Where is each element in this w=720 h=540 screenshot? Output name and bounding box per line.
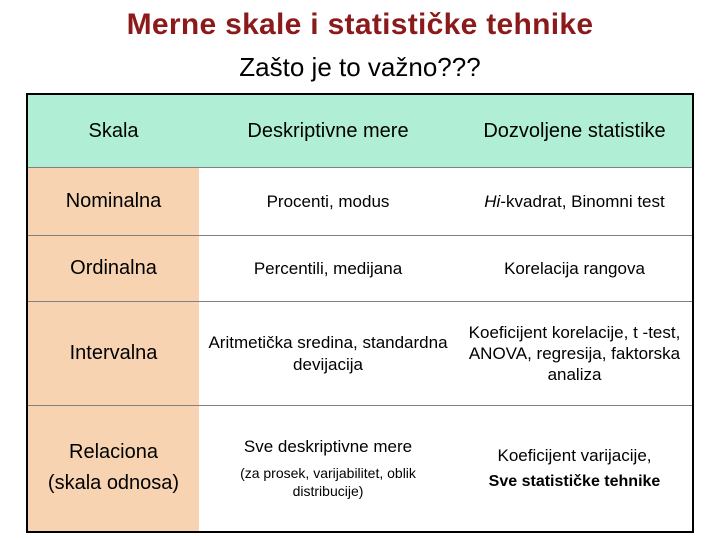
scale-cell: Ordinalna (27, 236, 199, 302)
slide-subtitle: Zašto je to važno??? (239, 52, 481, 82)
header-statistics: Dozvoljene statistike (457, 94, 693, 168)
descriptive-note: (za prosek, varijabilitet, oblik distribucije) (240, 465, 416, 499)
scale-cell: Nominalna (27, 168, 199, 236)
scale-cell (27, 406, 199, 532)
header-descriptive: Deskriptivne mere (199, 94, 457, 168)
scales-table (26, 93, 694, 533)
slide-title: Merne skale i statističke tehnike (126, 8, 594, 41)
scale-cell: Intervalna (27, 302, 199, 406)
statistics-italic: Hi (484, 191, 501, 211)
descriptive-cell (199, 406, 457, 532)
statistics-text: -kvadrat, Binomni test (500, 191, 665, 211)
descriptive-cell: Percentili, medijana (199, 236, 457, 302)
descriptive-cell: Aritmetička sredina, standardna devijacija (199, 302, 457, 406)
statistics-cell: Koeficijent korelacije, t -test, ANOVA, regresija, faktorska analiza (457, 302, 693, 406)
descriptive-text: Sve deskriptivne mere (243, 437, 413, 457)
scale-name: Relaciona (69, 441, 158, 464)
statistics-text: Koeficijent varijacije, (497, 445, 652, 465)
statistics-bold-text: Sve statističke tehnike (488, 472, 661, 490)
header-scale: Skala (27, 94, 199, 168)
scale-note: (skala odnosa) (47, 472, 180, 495)
descriptive-cell: Procenti, modus (199, 168, 457, 236)
statistics-cell: Korelacija rangova (457, 236, 693, 302)
statistics-cell (457, 168, 693, 236)
table-header-row (27, 94, 693, 168)
table-row (27, 302, 693, 406)
statistics-cell (457, 406, 693, 532)
table-row (27, 406, 693, 532)
table-row (27, 168, 693, 236)
table-row (27, 236, 693, 302)
